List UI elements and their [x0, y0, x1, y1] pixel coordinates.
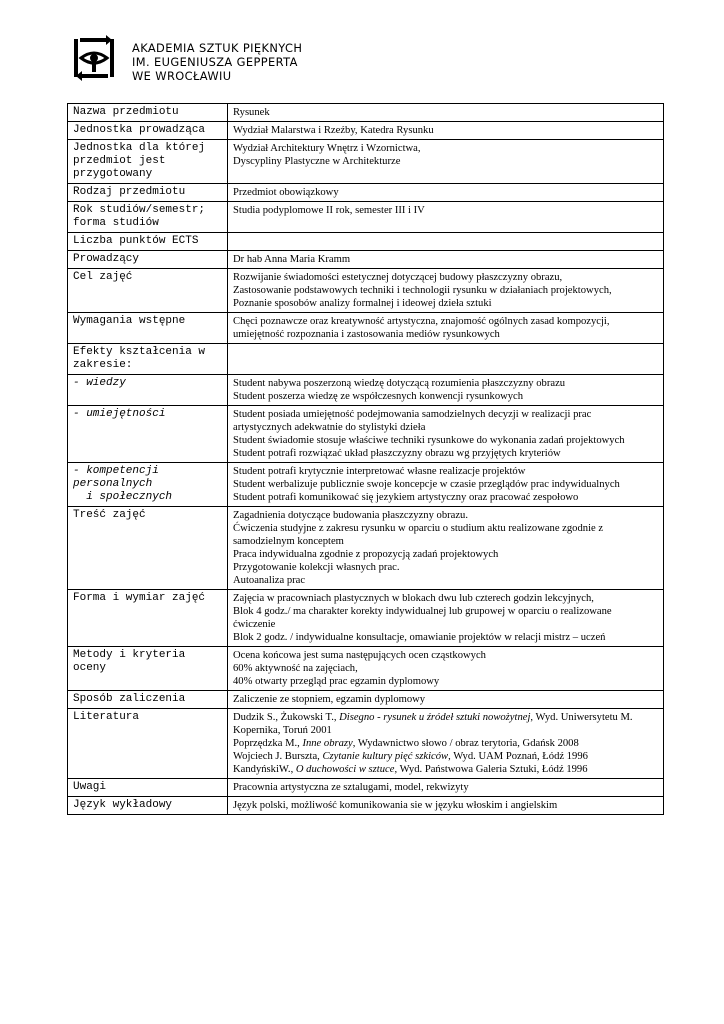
- literature-publisher: Wyd. Państwowa Galeria Sztuki, Łódź 1996: [397, 764, 588, 775]
- label-line: Efekty kształcenia w: [73, 346, 206, 358]
- value-line: Student werbalizuje publicznie swoje koncepcje w czasie przeglądów prac indywidualnych: [233, 479, 620, 490]
- value-line: Student potrafi krytycznie interpretować własne realizacje projektów: [233, 466, 526, 477]
- label-line: przedmiot jest: [73, 155, 166, 167]
- value-efekty: [228, 344, 664, 375]
- institution-line-3: WE WROCŁAWIU: [132, 69, 232, 83]
- value-line: Zagadnienia dotyczące budowania płaszczyzny obrazu.: [233, 510, 469, 521]
- literature-item: [233, 750, 658, 763]
- value-wiedzy: [228, 375, 664, 406]
- value-line: Student posiada umiejętność podejmowania samodzielnych decyzji w realizacji prac: [233, 409, 592, 420]
- label-uwagi: Uwagi: [68, 779, 228, 797]
- label-umiejetnosci: - umiejętności: [68, 406, 228, 463]
- label-wiedzy: - wiedzy: [68, 375, 228, 406]
- value-line: artystycznych adekwatnie do stylistyki dzieła: [233, 422, 426, 433]
- value-line: Blok 2 godz. / indywidualne konsultacje, omawianie projektów w relacji mistrz – uczeń: [233, 632, 606, 643]
- value-forma-wymiar: [228, 590, 664, 647]
- label-line: Rok studiów/semestr;: [73, 204, 206, 216]
- value-line: Blok 4 godz./ ma charakter korekty indywidualnej lub grupowej w oparciu o realizowane: [233, 606, 612, 617]
- label-rok-studiow: [68, 202, 228, 233]
- literature-title: Czytanie kultury pięć szkiców: [322, 751, 449, 762]
- value-line: Rozwijanie świadomości estetycznej dotyczącej budowy płaszczyzny obrazu,: [233, 272, 563, 283]
- row-prowadzacy: [68, 251, 664, 269]
- label-line: zakresie:: [73, 359, 133, 371]
- label-jednostka-dla: [68, 140, 228, 184]
- value-ects: [228, 233, 664, 251]
- value-line: Praca indywidualna zgodnie z propozycją zadań projektowych: [233, 549, 499, 560]
- value-line: Zastosowanie podstawowych techniki i technologii rysunku w działaniach projektowych,: [233, 285, 612, 296]
- label-wymagania: Wymagania wstępne: [68, 313, 228, 344]
- row-jednostka-dla: [68, 140, 664, 184]
- value-rodzaj-przedmiotu: Przedmiot obowiązkowy: [228, 184, 664, 202]
- value-sposob-zaliczenia: Zaliczenie ze stopniem, egzamin dyplomowy: [228, 691, 664, 709]
- literature-title: Disegno - rysunek u źródeł sztuki nowożytnej: [339, 712, 531, 723]
- label-line: personalnych: [73, 478, 153, 490]
- row-sposob: [68, 691, 664, 709]
- label-line: forma studiów: [73, 217, 159, 229]
- label-tresc-zajec: Treść zajęć: [68, 507, 228, 590]
- row-ects: [68, 233, 664, 251]
- label-jednostka-prowadzaca: Jednostka prowadząca: [68, 122, 228, 140]
- institution-name: [132, 41, 302, 83]
- literature-author: Poprzędzka M.,: [233, 738, 303, 749]
- value-line: umiejętność rozpoznania i zastosowania mediów rysunkowych: [233, 329, 500, 340]
- value-line: Student potrafi rozwiązać układ płaszczyzny obrazu wg przyjętych kryteriów: [233, 448, 561, 459]
- value-jednostka-dla: [228, 140, 664, 184]
- row-cel: [68, 269, 664, 313]
- value-cel-zajec: [228, 269, 664, 313]
- label-jezyk-wykladowy: Język wykładowy: [68, 797, 228, 815]
- literature-title: Inne obrazy: [302, 738, 353, 749]
- label-prowadzacy: Prowadzący: [68, 251, 228, 269]
- row-forma: [68, 590, 664, 647]
- label-efekty: [68, 344, 228, 375]
- label-kompetencje: [68, 463, 228, 507]
- row-rodzaj: [68, 184, 664, 202]
- row-metody: [68, 647, 664, 691]
- label-rodzaj-przedmiotu: Rodzaj przedmiotu: [68, 184, 228, 202]
- label-line: - kompetencji: [73, 465, 159, 477]
- academy-logo-icon: [66, 30, 122, 86]
- value-metody: [228, 647, 664, 691]
- value-uwagi: Pracownia artystyczna ze sztalugami, model, rekwizyty: [228, 779, 664, 797]
- value-line: samodzielnym konceptem: [233, 536, 344, 547]
- value-line: 40% otwarty przegląd prac egzamin dyplomowy: [233, 676, 440, 687]
- label-line: przygotowany: [73, 168, 153, 180]
- value-prowadzacy: Dr hab Anna Maria Kramm: [228, 251, 664, 269]
- label-line: Metody i kryteria: [73, 649, 186, 661]
- institution-line-1: AKADEMIA SZTUK PIĘKNYCH: [132, 41, 303, 55]
- value-line: Autoanaliza prac: [233, 575, 306, 586]
- row-wymagania: [68, 313, 664, 344]
- label-metody: [68, 647, 228, 691]
- row-tresc: [68, 507, 664, 590]
- value-line: Wydział Architektury Wnętrz i Wzornictwa,: [233, 143, 421, 154]
- label-literatura: Literatura: [68, 709, 228, 779]
- document-header: [66, 30, 466, 90]
- row-jezyk: [68, 797, 664, 815]
- value-line: Poznanie sposobów analizy formalnej i ideowej dzieła sztuki: [233, 298, 492, 309]
- value-line: 60% aktywność na zajęciach,: [233, 663, 358, 674]
- literature-item: [233, 711, 658, 724]
- literature-publisher: , Wyd. Uniwersytetu M.: [530, 712, 633, 723]
- value-jednostka-prowadzaca: Wydział Malarstwa i Rzeźby, Katedra Rysunku: [228, 122, 664, 140]
- value-line: Student świadomie stosuje właściwe techniki rysunkowe do wykonania zadań projektowych: [233, 435, 625, 446]
- label-line: i społecznych: [73, 491, 173, 503]
- label-line: oceny: [73, 662, 107, 674]
- value-jezyk-wykladowy: Język polski, możliwość komunikowania sie w języku włoskim i angielskim: [228, 797, 664, 815]
- institution-line-2: IM. EUGENIUSZA GEPPERTA: [132, 55, 298, 69]
- value-kompetencje: [228, 463, 664, 507]
- course-syllabus-table: [67, 103, 664, 815]
- literature-title: O duchowości w sztuce,: [295, 764, 398, 775]
- label-line: Jednostka dla której: [73, 142, 206, 154]
- row-umiejetnosci: [68, 406, 664, 463]
- value-line: Student poszerza wiedzę ze współczesnych konwencji rysunkowych: [233, 391, 524, 402]
- literature-item-continued: Kopernika, Toruń 2001: [233, 725, 332, 736]
- value-line: Ćwiczenia studyjne z zakresu rysunku w oparciu o studium aktu realizowane zgodnie z: [233, 523, 604, 534]
- value-line: Student potrafi komunikować się jezykiem artystyczny oraz pracować zespołowo: [233, 492, 579, 503]
- literature-publisher: , Wydawnictwo słowo / obraz terytoria, Gdańsk 2008: [352, 738, 579, 749]
- label-nazwa-przedmiotu: Nazwa przedmiotu: [68, 104, 228, 122]
- literature-author: KandyńskiW.,: [233, 764, 296, 775]
- row-nazwa: [68, 104, 664, 122]
- label-ects: Liczba punktów ECTS: [68, 233, 228, 251]
- row-jednostka: [68, 122, 664, 140]
- value-line: Zajęcia w pracowniach plastycznych w blokach dwu lub czterech godzin lekcyjnych,: [233, 593, 594, 604]
- row-uwagi: [68, 779, 664, 797]
- value-line: Student nabywa poszerzoną wiedzę dotyczącą rozumienia płaszczyzny obrazu: [233, 378, 566, 389]
- value-line: Chęci poznawcze oraz kreatywność artystyczna, znajomość ogólnych zasad kompozycji,: [233, 316, 610, 327]
- value-line: ćwiczenie: [233, 619, 276, 630]
- label-forma-wymiar: Forma i wymiar zajęć: [68, 590, 228, 647]
- value-line: Przygotowanie kolekcji własnych prac.: [233, 562, 400, 573]
- literature-author: Dudzik S., Żukowski T.,: [233, 712, 340, 723]
- label-cel-zajec: Cel zajęć: [68, 269, 228, 313]
- row-kompetencje: [68, 463, 664, 507]
- value-tresc-zajec: [228, 507, 664, 590]
- literature-item: [233, 737, 658, 750]
- value-literatura: [228, 709, 664, 779]
- row-efekty: [68, 344, 664, 375]
- literature-item: [233, 763, 658, 776]
- value-rok-studiow: Studia podyplomowe II rok, semester III i IV: [228, 202, 664, 233]
- row-literatura: [68, 709, 664, 779]
- row-wiedzy: [68, 375, 664, 406]
- label-sposob-zaliczenia: Sposób zaliczenia: [68, 691, 228, 709]
- value-wymagania: [228, 313, 664, 344]
- row-rok: [68, 202, 664, 233]
- value-line: Dyscypliny Plastyczne w Architekturze: [233, 156, 401, 167]
- value-umiejetnosci: [228, 406, 664, 463]
- literature-author: Wojciech J. Burszta,: [233, 751, 323, 762]
- value-nazwa-przedmiotu: Rysunek: [228, 104, 664, 122]
- value-line: Ocena końcowa jest suma następujących ocen cząstkowych: [233, 650, 486, 661]
- literature-publisher: , Wyd. UAM Poznań, Łódź 1996: [448, 751, 588, 762]
